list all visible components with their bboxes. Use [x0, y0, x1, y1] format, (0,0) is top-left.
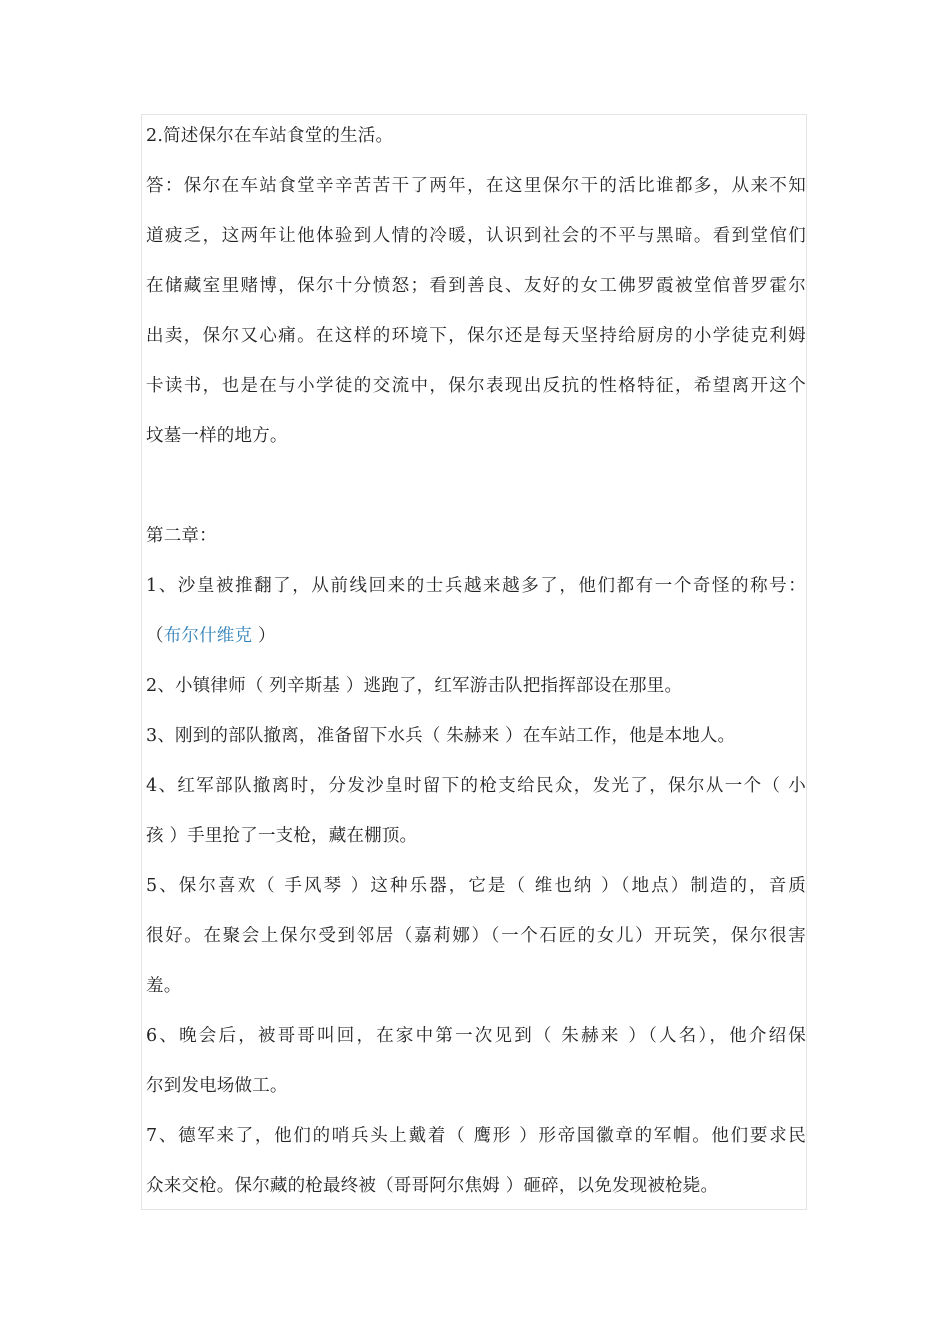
answer-bolshevik: 布尔什维克: [163, 626, 253, 646]
item-1-line-1: 1、沙皇被推翻了，从前线回来的士兵越来越多了，他们都有一个奇怪的称号：: [146, 576, 806, 596]
item-6-line-2: 尔到发电场做工。: [146, 1076, 288, 1096]
answer-line-2: 道疲乏，这两年让他体验到人情的冷暖，认识到社会的不平与黑暗。看到堂倌们: [146, 226, 806, 246]
item-5-line-3: 羞。: [146, 976, 182, 996]
item-4-line-2: 孩 ）手里抢了一支枪，藏在棚顶。: [146, 826, 418, 846]
item-1-line-2: [146, 624, 276, 648]
paren-close: ）: [252, 626, 276, 646]
item-3: 3、刚到的部队撤离，准备留下水兵（ 朱赫来 ）在车站工作，他是本地人。: [146, 726, 736, 746]
answer-line-6: 坟墓一样的地方。: [146, 426, 288, 446]
item-5-line-1: 5、保尔喜欢（ 手风琴 ）这种乐器，它是（ 维也纳 ）（地点）制造的，音质: [146, 876, 806, 896]
item-5-line-2: 很好。在聚会上保尔受到邻居（嘉莉娜）（一个石匠的女儿）开玩笑，保尔很害: [146, 926, 806, 946]
item-6-line-1: 6、晚会后，被哥哥叫回，在家中第一次见到（ 朱赫来 ）（人名），他介绍保: [146, 1026, 806, 1046]
item-7-line-2: 众来交枪。保尔藏的枪最终被（哥哥阿尔焦姆 ）砸碎，以免发现被枪毙。: [146, 1176, 719, 1196]
item-4-line-1: 4、红军部队撤离时，分发沙皇时留下的枪支给民众，发光了，保尔从一个（ 小: [146, 776, 806, 796]
question-2: 2.简述保尔在车站食堂的生活。: [146, 126, 394, 146]
paren-open: （: [146, 626, 164, 646]
answer-line-5: 卡读书，也是在与小学徒的交流中，保尔表现出反抗的性格特征，希望离开这个: [146, 376, 806, 396]
answer-line-4: 出卖，保尔又心痛。在这样的环境下，保尔还是每天坚持给厨房的小学徒克利姆: [146, 326, 806, 346]
item-7-line-1: 7、德军来了，他们的哨兵头上戴着（ 鹰形 ）形帝国徽章的军帽。他们要求民: [146, 1126, 806, 1146]
chapter-heading: 第二章：: [146, 526, 217, 546]
answer-line-3: 在储藏室里赌博，保尔十分愤怒；看到善良、友好的女工佛罗霞被堂倌普罗霍尔: [146, 276, 806, 296]
answer-line-1: 答：保尔在车站食堂辛辛苦苦干了两年，在这里保尔干的活比谁都多，从来不知: [146, 176, 806, 196]
item-2: 2、小镇律师（ 列辛斯基 ）逃跑了，红军游击队把指挥部设在那里。: [146, 676, 683, 696]
